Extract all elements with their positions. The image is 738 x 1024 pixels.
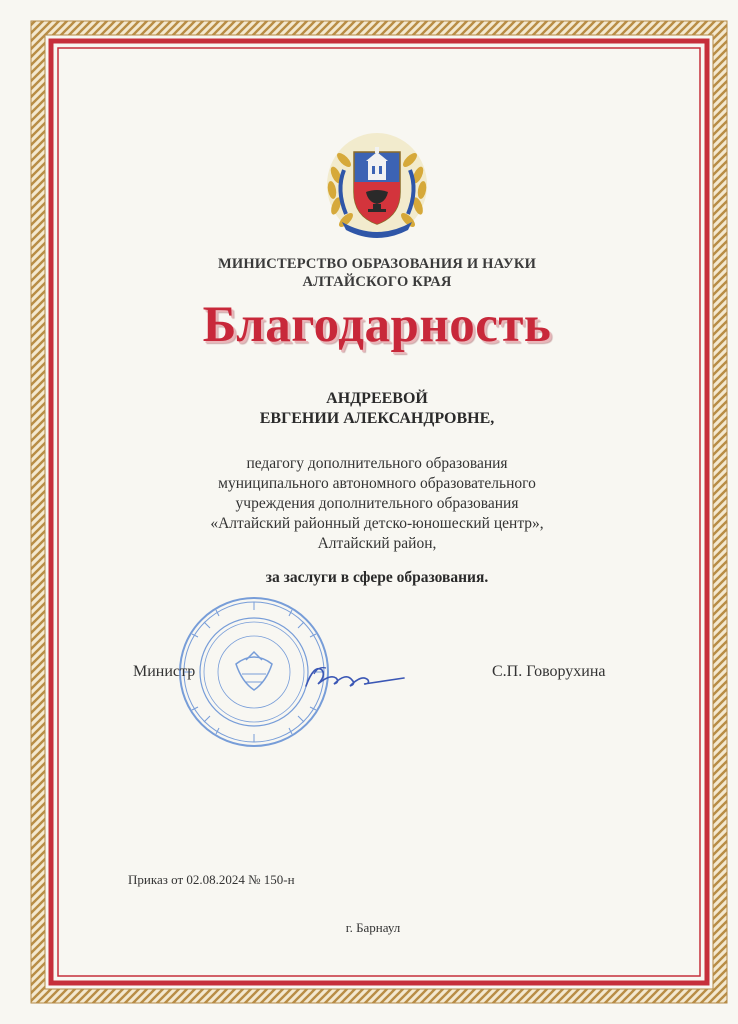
ministry-name-line-2: АЛТАЙСКОГО КРАЯ (302, 274, 452, 290)
ministry-name-line-1: МИНИСТЕРСТВО ОБРАЗОВАНИЯ И НАУКИ (217, 256, 537, 272)
description-line: «Алтайский районный детско-юношеский центр», (210, 515, 544, 532)
description-line: педагогу дополнительного образования (246, 455, 508, 472)
recipient-given-names: ЕВГЕНИИ АЛЕКСАНДРОВНЕ, (259, 410, 495, 427)
handwritten-signature-icon (300, 660, 410, 694)
city-text: г. Барнаул (345, 920, 401, 935)
city-label (0, 920, 738, 936)
signatory-name: С.П. Говорухина (492, 663, 606, 680)
merit-statement: за заслуги в сфере образования. (265, 569, 489, 586)
description-line: Алтайский район, (317, 535, 437, 552)
signatory-position: Министр (133, 663, 196, 680)
description-line: муниципального автономного образовательного (218, 475, 536, 492)
certificate-title: Благодарность (202, 297, 552, 353)
order-reference: Приказ от 02.08.2024 № 150-н (128, 872, 295, 887)
altai-krai-coat-of-arms-icon (322, 130, 432, 240)
recipient-surname: АНДРЕЕВОЙ (326, 390, 428, 407)
description-line: учреждения дополнительного образования (235, 495, 519, 512)
